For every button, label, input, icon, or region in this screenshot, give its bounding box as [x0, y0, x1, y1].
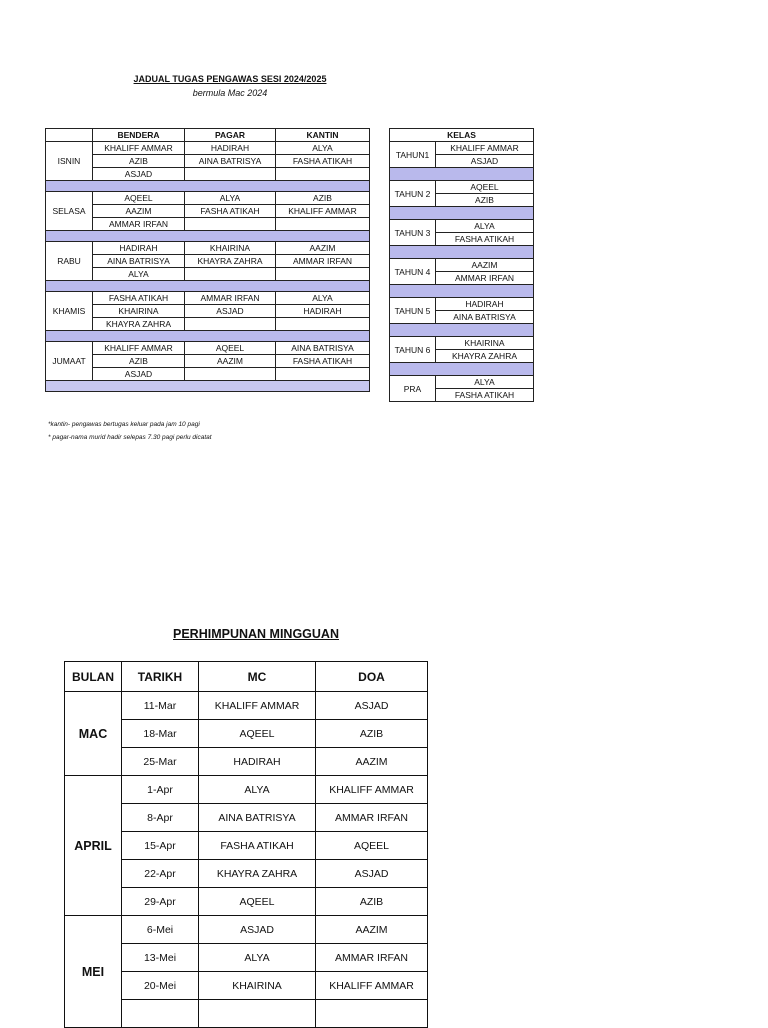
- assembly-cell: 29-Apr: [122, 888, 199, 916]
- assembly-cell: AQEEL: [316, 832, 428, 860]
- assembly-cell: ASJAD: [316, 860, 428, 888]
- duty-cell: KHAIRINA: [185, 242, 276, 255]
- assembly-cell: ASJAD: [316, 692, 428, 720]
- separator-cell: [390, 324, 534, 337]
- class-label: TAHUN 4: [390, 259, 436, 285]
- duty-cell: ALYA: [276, 292, 370, 305]
- duty-cell: FASHA ATIKAH: [276, 155, 370, 168]
- duty-cell: HADIRAH: [276, 305, 370, 318]
- duty-row: [46, 168, 370, 181]
- duty-row: [46, 192, 370, 205]
- assembly-cell: AQEEL: [199, 720, 316, 748]
- duty-cell: ALYA: [93, 268, 185, 281]
- assembly-cell: [316, 1000, 428, 1028]
- separator-cell: [390, 285, 534, 298]
- class-cell: ALYA: [436, 376, 534, 389]
- duty-row: [46, 342, 370, 355]
- duty-cell: FASHA ATIKAH: [93, 292, 185, 305]
- assembly-cell: 25-Mar: [122, 748, 199, 776]
- assembly-header-cell: DOA: [316, 662, 428, 692]
- duty-cell: AAZIM: [93, 205, 185, 218]
- class-cell: AZIB: [436, 194, 534, 207]
- duty-row: [46, 242, 370, 255]
- assembly-cell: 8-Apr: [122, 804, 199, 832]
- class-row: [390, 259, 534, 272]
- duty-cell: [276, 318, 370, 331]
- separator-row: [390, 285, 534, 298]
- assembly-cell: AMMAR IRFAN: [316, 804, 428, 832]
- assembly-cell: [122, 1000, 199, 1028]
- assembly-cell: AAZIM: [316, 748, 428, 776]
- duty-cell: AZIB: [93, 155, 185, 168]
- assembly-cell: 13-Mei: [122, 944, 199, 972]
- duty-cell: [185, 368, 276, 381]
- note-canteen: *kantin- pengawas bertugas keluar pada jam 10 pagi: [48, 421, 200, 428]
- assembly-cell: AINA BATRISYA: [199, 804, 316, 832]
- duty-cell: AQEEL: [93, 192, 185, 205]
- duty-cell: AAZIM: [185, 355, 276, 368]
- duty-cell: ASJAD: [185, 305, 276, 318]
- duty-cell: HADIRAH: [93, 242, 185, 255]
- separator-cell: [390, 207, 534, 220]
- duty-cell: AAZIM: [276, 242, 370, 255]
- month-label: MAC: [65, 692, 122, 776]
- separator-row: [46, 381, 370, 392]
- assembly-cell: FASHA ATIKAH: [199, 832, 316, 860]
- duty-cell: KHALIFF AMMAR: [93, 342, 185, 355]
- assembly-header-row: [65, 662, 428, 692]
- duty-cell: [276, 268, 370, 281]
- duty-header-cell: KANTIN: [276, 129, 370, 142]
- duty-cell: KHAYRA ZAHRA: [93, 318, 185, 331]
- separator-row: [390, 363, 534, 376]
- duty-header-cell: PAGAR: [185, 129, 276, 142]
- day-label: ISNIN: [46, 142, 93, 181]
- class-header-row: [390, 129, 534, 142]
- class-cell: KHAIRINA: [436, 337, 534, 350]
- assembly-cell: KHAYRA ZAHRA: [199, 860, 316, 888]
- separator-cell: [46, 331, 370, 342]
- duty-cell: FASHA ATIKAH: [276, 355, 370, 368]
- separator-cell: [390, 168, 534, 181]
- separator-row: [390, 168, 534, 181]
- assembly-cell: KHAIRINA: [199, 972, 316, 1000]
- class-header-cell: KELAS: [390, 129, 534, 142]
- duty-row: [46, 292, 370, 305]
- duty-cell: AZIB: [93, 355, 185, 368]
- duty-title: JADUAL TUGAS PENGAWAS SESI 2024/2025: [133, 74, 327, 84]
- assembly-header-cell: TARIKH: [122, 662, 199, 692]
- duty-row: [46, 318, 370, 331]
- separator-cell: [46, 231, 370, 242]
- class-row: [390, 337, 534, 350]
- separator-cell: [390, 363, 534, 376]
- duty-cell: KHALIFF AMMAR: [276, 205, 370, 218]
- duty-cell: [185, 168, 276, 181]
- duty-row: [46, 355, 370, 368]
- duty-row: [46, 305, 370, 318]
- separator-row: [390, 207, 534, 220]
- duty-cell: [276, 168, 370, 181]
- duty-cell: ALYA: [276, 142, 370, 155]
- duty-cell: [276, 368, 370, 381]
- class-cell: ALYA: [436, 220, 534, 233]
- class-row: [390, 142, 534, 155]
- duty-table: [45, 128, 370, 392]
- duty-header-row: [46, 129, 370, 142]
- assembly-cell: KHALIFF AMMAR: [199, 692, 316, 720]
- separator-cell: [46, 181, 370, 192]
- class-cell: AMMAR IRFAN: [436, 272, 534, 285]
- class-row: [390, 220, 534, 233]
- assembly-cell: ALYA: [199, 776, 316, 804]
- class-row: [390, 376, 534, 389]
- class-cell: KHALIFF AMMAR: [436, 142, 534, 155]
- duty-cell: KHAYRA ZAHRA: [185, 255, 276, 268]
- day-label: JUMAAT: [46, 342, 93, 381]
- class-label: PRA: [390, 376, 436, 402]
- assembly-cell: 11-Mar: [122, 692, 199, 720]
- assembly-cell: [199, 1000, 316, 1028]
- class-cell: FASHA ATIKAH: [436, 389, 534, 402]
- assembly-cell: KHALIFF AMMAR: [316, 972, 428, 1000]
- class-cell: HADIRAH: [436, 298, 534, 311]
- duty-cell: [185, 318, 276, 331]
- separator-cell: [390, 246, 534, 259]
- assembly-row: [65, 776, 428, 804]
- day-label: RABU: [46, 242, 93, 281]
- duty-cell: KHALIFF AMMAR: [93, 142, 185, 155]
- duty-cell: AINA BATRISYA: [185, 155, 276, 168]
- duty-row: [46, 218, 370, 231]
- separator-row: [390, 324, 534, 337]
- month-label: APRIL: [65, 776, 122, 916]
- class-label: TAHUN 3: [390, 220, 436, 246]
- assembly-cell: AQEEL: [199, 888, 316, 916]
- duty-subtitle: bermula Mac 2024: [192, 88, 268, 98]
- separator-row: [390, 246, 534, 259]
- assembly-cell: 1-Apr: [122, 776, 199, 804]
- class-label: TAHUN1: [390, 142, 436, 168]
- separator-cell: [46, 281, 370, 292]
- assembly-cell: KHALIFF AMMAR: [316, 776, 428, 804]
- duty-row: [46, 268, 370, 281]
- assembly-row: [65, 692, 428, 720]
- assembly-cell: AZIB: [316, 888, 428, 916]
- month-label: MEI: [65, 916, 122, 1028]
- assembly-cell: 20-Mei: [122, 972, 199, 1000]
- separator-row: [46, 331, 370, 342]
- class-cell: FASHA ATIKAH: [436, 233, 534, 246]
- class-label: TAHUN 2: [390, 181, 436, 207]
- assembly-header-cell: MC: [199, 662, 316, 692]
- assembly-cell: 6-Mei: [122, 916, 199, 944]
- separator-cell: [46, 381, 370, 392]
- duty-cell: AINA BATRISYA: [93, 255, 185, 268]
- class-cell: KHAYRA ZAHRA: [436, 350, 534, 363]
- duty-row: [46, 368, 370, 381]
- duty-cell: [185, 268, 276, 281]
- duty-cell: AMMAR IRFAN: [185, 292, 276, 305]
- assembly-title: PERHIMPUNAN MINGGUAN: [173, 627, 339, 641]
- separator-row: [46, 181, 370, 192]
- duty-cell: [185, 218, 276, 231]
- class-row: [390, 181, 534, 194]
- duty-row: [46, 205, 370, 218]
- duty-cell: ASJAD: [93, 168, 185, 181]
- duty-cell: AMMAR IRFAN: [276, 255, 370, 268]
- assembly-cell: ASJAD: [199, 916, 316, 944]
- class-cell: AQEEL: [436, 181, 534, 194]
- assembly-cell: HADIRAH: [199, 748, 316, 776]
- duty-cell: FASHA ATIKAH: [185, 205, 276, 218]
- assembly-cell: 15-Apr: [122, 832, 199, 860]
- duty-cell: AZIB: [276, 192, 370, 205]
- duty-cell: ALYA: [185, 192, 276, 205]
- duty-cell: AINA BATRISYA: [276, 342, 370, 355]
- duty-header-cell: BENDERA: [93, 129, 185, 142]
- class-cell: AAZIM: [436, 259, 534, 272]
- duty-cell: AMMAR IRFAN: [93, 218, 185, 231]
- duty-cell: HADIRAH: [185, 142, 276, 155]
- assembly-row: [65, 916, 428, 944]
- separator-row: [46, 281, 370, 292]
- class-table: [389, 128, 534, 402]
- note-gate: * pagar-nama murid hadir selepas 7.30 pagi perlu dicatat: [48, 434, 212, 441]
- duty-row: [46, 255, 370, 268]
- day-label: SELASA: [46, 192, 93, 231]
- class-cell: AINA BATRISYA: [436, 311, 534, 324]
- assembly-cell: AZIB: [316, 720, 428, 748]
- class-row: [390, 298, 534, 311]
- assembly-table: [64, 661, 428, 1028]
- duty-row: [46, 142, 370, 155]
- assembly-cell: 18-Mar: [122, 720, 199, 748]
- duty-cell: ASJAD: [93, 368, 185, 381]
- assembly-cell: AAZIM: [316, 916, 428, 944]
- duty-header-cell: [46, 129, 93, 142]
- duty-cell: KHAIRINA: [93, 305, 185, 318]
- separator-row: [46, 231, 370, 242]
- duty-cell: AQEEL: [185, 342, 276, 355]
- assembly-header-cell: BULAN: [65, 662, 122, 692]
- class-label: TAHUN 6: [390, 337, 436, 363]
- class-label: TAHUN 5: [390, 298, 436, 324]
- assembly-cell: AMMAR IRFAN: [316, 944, 428, 972]
- class-cell: ASJAD: [436, 155, 534, 168]
- assembly-cell: ALYA: [199, 944, 316, 972]
- day-label: KHAMIS: [46, 292, 93, 331]
- duty-cell: [276, 218, 370, 231]
- assembly-cell: 22-Apr: [122, 860, 199, 888]
- duty-row: [46, 155, 370, 168]
